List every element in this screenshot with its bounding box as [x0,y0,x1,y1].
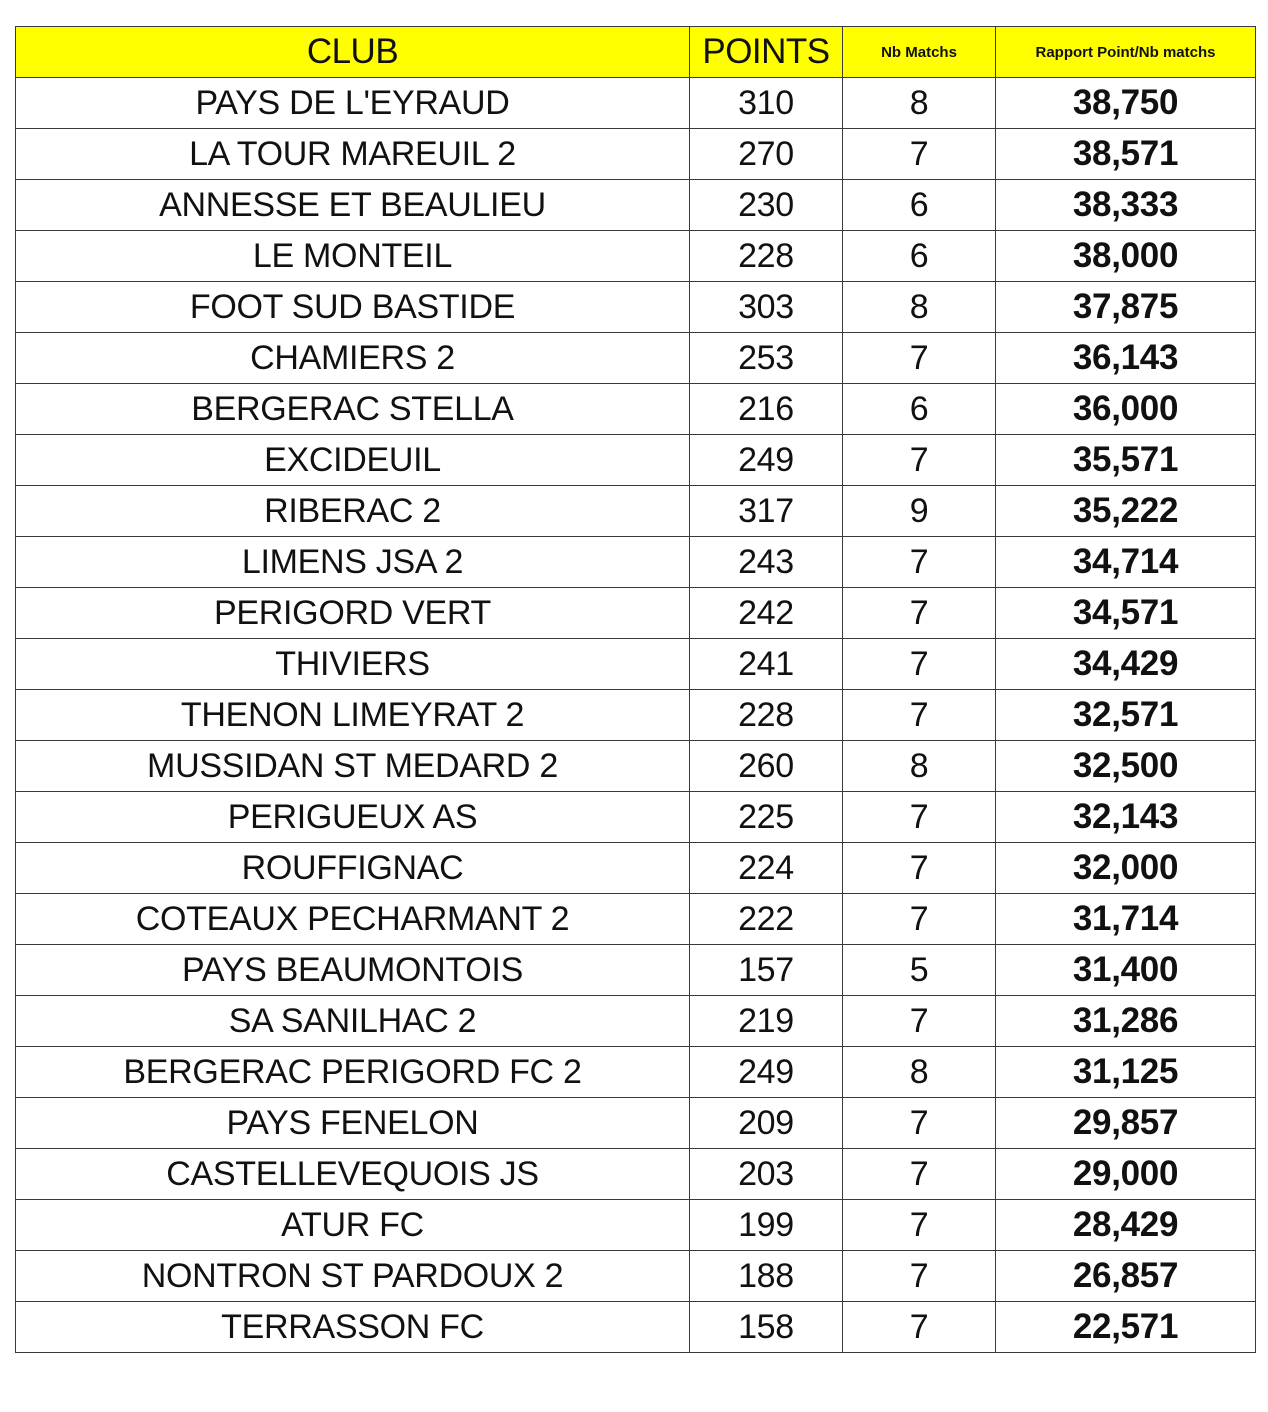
header-points: POINTS [690,27,843,78]
table-row [16,639,1256,690]
table-header [16,27,1256,78]
table-row [16,894,1256,945]
points-cell: 228 [690,231,843,282]
points-cell: 228 [690,690,843,741]
matches-cell: 7 [843,1098,996,1149]
club-cell: CASTELLEVEQUOIS JS [16,1149,690,1200]
ratio-cell: 34,714 [996,537,1256,588]
ratio-cell: 38,000 [996,231,1256,282]
ratio-cell: 32,500 [996,741,1256,792]
table-row [16,1149,1256,1200]
header-row [16,27,1256,78]
table-row [16,1098,1256,1149]
points-cell: 249 [690,435,843,486]
table-row [16,792,1256,843]
points-cell: 317 [690,486,843,537]
ranking-table [15,26,1256,1353]
table-row [16,1200,1256,1251]
points-cell: 222 [690,894,843,945]
club-cell: PAYS FENELON [16,1098,690,1149]
points-cell: 270 [690,129,843,180]
header-matches: Nb Matchs [843,27,996,78]
matches-cell: 6 [843,180,996,231]
matches-cell: 6 [843,231,996,282]
points-cell: 260 [690,741,843,792]
club-cell: COTEAUX PECHARMANT 2 [16,894,690,945]
points-cell: 224 [690,843,843,894]
ratio-cell: 29,000 [996,1149,1256,1200]
club-cell: LE MONTEIL [16,231,690,282]
club-cell: ROUFFIGNAC [16,843,690,894]
points-cell: 199 [690,1200,843,1251]
matches-cell: 7 [843,588,996,639]
points-cell: 158 [690,1302,843,1353]
table-row [16,537,1256,588]
club-cell: BERGERAC PERIGORD FC 2 [16,1047,690,1098]
matches-cell: 8 [843,1047,996,1098]
club-cell: LIMENS JSA 2 [16,537,690,588]
matches-cell: 7 [843,129,996,180]
points-cell: 310 [690,78,843,129]
points-cell: 219 [690,996,843,1047]
club-cell: FOOT SUD BASTIDE [16,282,690,333]
ratio-cell: 32,571 [996,690,1256,741]
club-cell: EXCIDEUIL [16,435,690,486]
table-row [16,333,1256,384]
points-cell: 241 [690,639,843,690]
matches-cell: 7 [843,843,996,894]
matches-cell: 7 [843,537,996,588]
header-ratio: Rapport Point/Nb matchs [996,27,1256,78]
table-row [16,690,1256,741]
matches-cell: 9 [843,486,996,537]
ratio-cell: 35,222 [996,486,1256,537]
ratio-cell: 34,429 [996,639,1256,690]
club-cell: NONTRON ST PARDOUX 2 [16,1251,690,1302]
points-cell: 230 [690,180,843,231]
club-cell: PERIGORD VERT [16,588,690,639]
club-cell: ANNESSE ET BEAULIEU [16,180,690,231]
points-cell: 303 [690,282,843,333]
points-cell: 242 [690,588,843,639]
ratio-cell: 38,750 [996,78,1256,129]
ratio-cell: 31,400 [996,945,1256,996]
club-cell: TERRASSON FC [16,1302,690,1353]
table-row [16,231,1256,282]
ratio-cell: 31,286 [996,996,1256,1047]
header-club: CLUB [16,27,690,78]
table-row [16,588,1256,639]
ratio-cell: 35,571 [996,435,1256,486]
table-row [16,741,1256,792]
table-row [16,384,1256,435]
matches-cell: 5 [843,945,996,996]
table-body [16,78,1256,1353]
club-cell: MUSSIDAN ST MEDARD 2 [16,741,690,792]
ratio-cell: 36,000 [996,384,1256,435]
matches-cell: 7 [843,435,996,486]
club-cell: PAYS DE L'EYRAUD [16,78,690,129]
matches-cell: 8 [843,741,996,792]
matches-cell: 8 [843,282,996,333]
table-row [16,996,1256,1047]
points-cell: 253 [690,333,843,384]
ratio-cell: 22,571 [996,1302,1256,1353]
table-row [16,282,1256,333]
points-cell: 157 [690,945,843,996]
table-row [16,1251,1256,1302]
points-cell: 243 [690,537,843,588]
matches-cell: 7 [843,639,996,690]
points-cell: 209 [690,1098,843,1149]
ratio-cell: 38,333 [996,180,1256,231]
table-row [16,78,1256,129]
points-cell: 203 [690,1149,843,1200]
club-cell: ATUR FC [16,1200,690,1251]
table-row [16,1302,1256,1353]
ratio-cell: 32,143 [996,792,1256,843]
club-cell: PERIGUEUX AS [16,792,690,843]
club-cell: RIBERAC 2 [16,486,690,537]
club-cell: SA SANILHAC 2 [16,996,690,1047]
ratio-cell: 31,125 [996,1047,1256,1098]
matches-cell: 7 [843,1302,996,1353]
matches-cell: 8 [843,78,996,129]
ratio-cell: 36,143 [996,333,1256,384]
ratio-cell: 31,714 [996,894,1256,945]
table-row [16,486,1256,537]
ratio-cell: 29,857 [996,1098,1256,1149]
matches-cell: 7 [843,333,996,384]
table-row [16,843,1256,894]
ratio-cell: 34,571 [996,588,1256,639]
club-cell: BERGERAC STELLA [16,384,690,435]
matches-cell: 7 [843,792,996,843]
points-cell: 216 [690,384,843,435]
table-row [16,435,1256,486]
ratio-cell: 32,000 [996,843,1256,894]
matches-cell: 7 [843,1149,996,1200]
matches-cell: 7 [843,894,996,945]
club-cell: THENON LIMEYRAT 2 [16,690,690,741]
points-cell: 188 [690,1251,843,1302]
table-row [16,1047,1256,1098]
matches-cell: 7 [843,690,996,741]
club-cell: THIVIERS [16,639,690,690]
table-row [16,129,1256,180]
club-cell: LA TOUR MAREUIL 2 [16,129,690,180]
matches-cell: 7 [843,996,996,1047]
club-cell: PAYS BEAUMONTOIS [16,945,690,996]
ratio-cell: 26,857 [996,1251,1256,1302]
matches-cell: 7 [843,1200,996,1251]
matches-cell: 7 [843,1251,996,1302]
table-row [16,180,1256,231]
table-row [16,945,1256,996]
points-cell: 249 [690,1047,843,1098]
matches-cell: 6 [843,384,996,435]
ratio-cell: 28,429 [996,1200,1256,1251]
ratio-cell: 37,875 [996,282,1256,333]
ratio-cell: 38,571 [996,129,1256,180]
points-cell: 225 [690,792,843,843]
club-cell: CHAMIERS 2 [16,333,690,384]
